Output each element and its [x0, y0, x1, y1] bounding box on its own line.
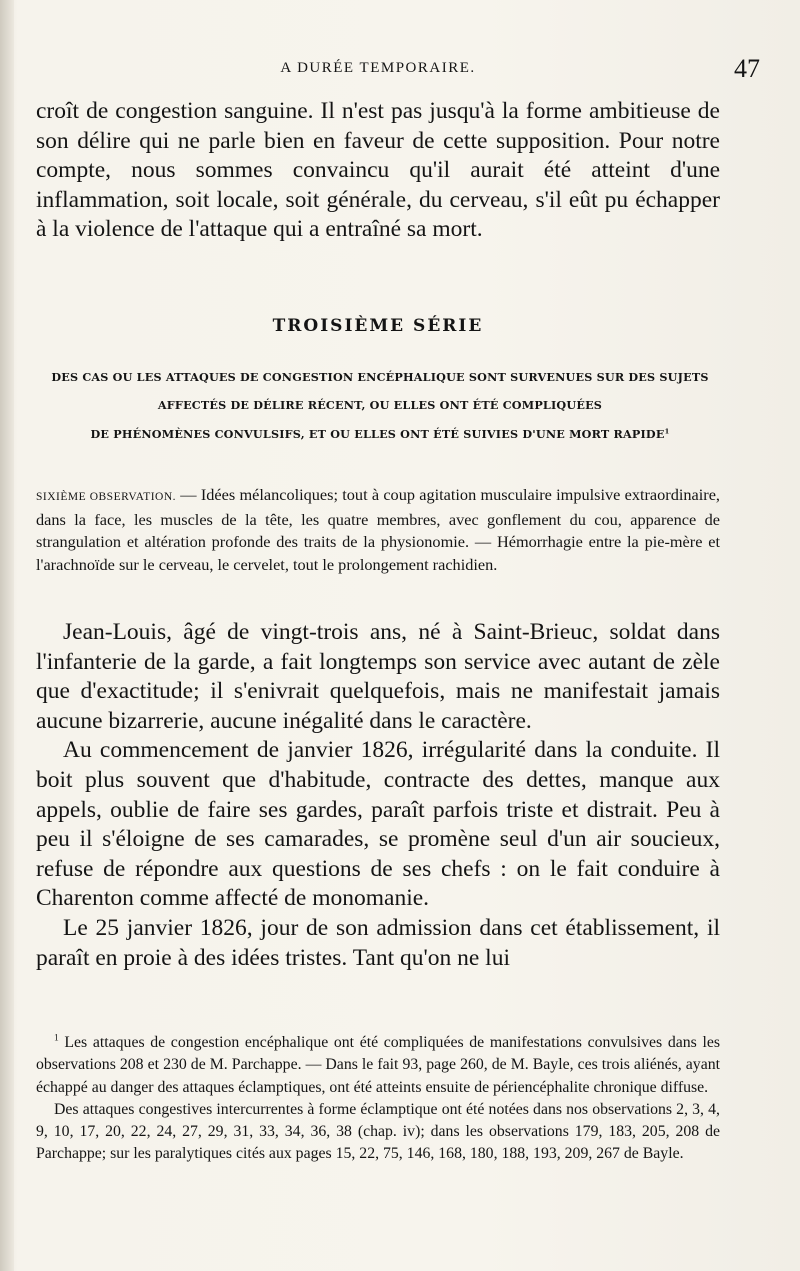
- series-subtitle-line-1: DES CAS OU LES ATTAQUES DE CONGESTION ENCÉPHALIQUE SONT SURVENUES SUR DES SUJETS: [51, 370, 709, 384]
- continuation-text: croît de congestion sanguine. Il n'est pas jusqu'à la forme ambitieuse de son délire qui ne parle bien en faveur de cette supposition. Pour notre compte, nous sommes convaincu qu'il aurait été atteint d'une inflammation, soit locale, soit générale, du cerveau, s'il eût pu échapper à la violence de l'attaque qui a entraîné sa mort.: [36, 98, 720, 243]
- footnote-1-text: Les attaques de congestion encéphalique ont été compliquées de manifestations convulsives dans les observations 208 et 230 de M. Parchappe. — Dans le fait 93, page 260, de M. Bayle, ces trois aliénés, ayant échappé au danger des attaques éclamptiques, ont été atteints ensuite de périencéphalite chronique diffuse.: [36, 1034, 720, 1096]
- series-subtitle-line-2: AFFECTÉS DE DÉLIRE RÉCENT, OU ELLES ONT ÉTÉ COMPLIQUÉES: [157, 398, 603, 412]
- observation-lead: SIXIÈME OBSERVATION.: [36, 491, 177, 503]
- footnote-mark: 1: [54, 1033, 59, 1044]
- series-subtitle-line-3: [30, 427, 730, 441]
- page-number: 47: [734, 54, 760, 83]
- footnote-reference: 1: [664, 427, 670, 436]
- page-spine-shadow: [0, 0, 14, 1271]
- running-head: A DURÉE TEMPORAIRE.: [280, 60, 476, 76]
- main-text: [36, 618, 720, 973]
- paragraph-2: Au commencement de janvier 1826, irrégularité dans la conduite. Il boit plus souvent que d'habitude, contracte des dettes, manque aux appels, oublie de faire ses gardes, paraît parfois triste et distrait. Peu à peu il s'éloigne de ses camarades, se promène seul d'un air soucieux, refuse de répondre aux questions de ses chefs : on le fait conduire à Charenton comme affecté de monomanie.: [36, 737, 720, 912]
- paragraph-3: Le 25 janvier 1826, jour de son admission dans cet établissement, il paraît en proie à des idées tristes. Tant qu'on ne lui: [36, 914, 720, 971]
- paragraph-1: Jean-Louis, âgé de vingt-trois ans, né à Saint-Brieuc, soldat dans l'infanterie de la garde, a fait longtemps son service avec autant de zèle que d'exactitude; il s'enivrait quelquefois, mais ne manifestait jamais aucune bizarrerie, aucune inégalité dans le caractère.: [36, 619, 720, 734]
- observation-summary: [36, 484, 720, 576]
- footnote-2: Des attaques congestives intercurrentes à forme éclamptique ont été notées dans nos observations 2, 3, 4, 9, 10, 17, 20, 22, 24, 27, 29, 31, 33, 34, 36, 38 (chap. iv); dans les observations 179, 183, 205, 208 de Parchappe; sur les paralytiques cités aux pages 15, 22, 75, 146, 168, 180, 188, 193, 209, 267 de Bayle.: [36, 1100, 720, 1163]
- series-subtitle-line-3-text: DE PHÉNOMÈNES CONVULSIFS, ET OU ELLES ONT ÉTÉ SUIVIES D'UNE MORT RAPIDE: [90, 427, 665, 441]
- series-title: TROISIÈME SÉRIE: [272, 316, 484, 336]
- footnotes: [36, 1032, 720, 1166]
- continuation-paragraph: [36, 97, 720, 245]
- footnote-1: [36, 1032, 720, 1099]
- observation-summary-text: — Idées mélancoliques; tout à coup agitation musculaire impulsive extraordinaire, dans la face, les muscles de la tête, les quatre membres, avec gonflement du cou, apparence de strangulation et altération profonde des traits de la physionomie. — Hémorrhagie entre la pie-mère et l'arachnoïde sur le cerveau, le cervelet, tout le prolongement rachidien.: [36, 485, 720, 574]
